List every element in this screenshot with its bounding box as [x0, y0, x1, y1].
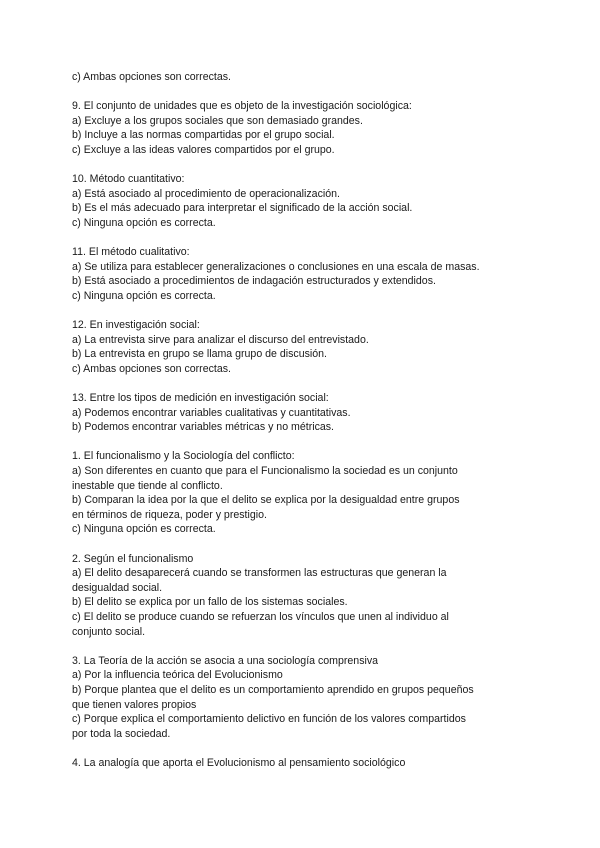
option-line: que tienen valores propios	[72, 698, 197, 711]
question-heading: 12. En investigación social:	[72, 319, 200, 332]
option-line: a) La entrevista sirve para analizar el discurso del entrevistado.	[72, 333, 369, 346]
option-line: c) El delito se produce cuando se refuerzan los vínculos que unen al individuo al	[72, 610, 449, 623]
option-line: a) Podemos encontrar variables cualitativas y cuantitativas.	[72, 406, 351, 419]
option-line: b) El delito se explica por un fallo de los sistemas sociales.	[72, 596, 348, 609]
option-line: b) Comparan la idea por la que el delito se explica por la desigualdad entre grupos	[72, 494, 460, 507]
option-line: a) Por la influencia teórica del Evolucionismo	[72, 669, 283, 682]
option-line: en términos de riqueza, poder y prestigio.	[72, 508, 267, 521]
option-line: por toda la sociedad.	[72, 727, 171, 740]
question-block-1	[72, 449, 532, 537]
question-block-11	[72, 245, 532, 303]
option-line: a) El delito desaparecerá cuando se transformen las estructuras que generan la	[72, 567, 447, 580]
question-heading: 2. Según el funcionalismo	[72, 552, 194, 565]
option-line: c) Ambas opciones son correctas.	[72, 362, 231, 375]
question-heading: 11. El método cualitativo:	[72, 246, 190, 259]
option-line: c) Excluye a las ideas valores compartidos por el grupo.	[72, 143, 335, 156]
option-line: a) Está asociado al procedimiento de operacionalización.	[72, 187, 340, 200]
option-line: c) Porque explica el comportamiento delictivo en función de los valores compartidos	[72, 713, 466, 726]
option-line: conjunto social.	[72, 625, 146, 638]
question-block-13	[72, 391, 532, 435]
option-line: b) La entrevista en grupo se llama grupo de discusión.	[72, 348, 327, 361]
question-heading: 4. La analogía que aporta el Evolucionismo al pensamiento sociológico	[72, 756, 406, 769]
question-heading: 13. Entre los tipos de medición en investigación social:	[72, 392, 329, 405]
option-line: c) Ninguna opción es correcta.	[72, 289, 216, 302]
option-line: desigualdad social.	[72, 581, 163, 594]
question-block-10	[72, 172, 532, 230]
question-block-4	[72, 756, 532, 771]
answer-block-previous	[72, 70, 532, 85]
option-line: b) Porque plantea que el delito es un comportamiento aprendido en grupos pequeños	[72, 683, 474, 696]
option-line: b) Es el más adecuado para interpretar el significado de la acción social.	[72, 202, 413, 215]
option-line: b) Está asociado a procedimientos de indagación estructurados y extendidos.	[72, 275, 436, 288]
option-line: c) Ambas opciones son correctas.	[72, 71, 231, 83]
question-heading: 1. El funcionalismo y la Sociología del conflicto:	[72, 450, 295, 463]
option-line: a) Son diferentes en cuanto que para el Funcionalismo la sociedad es un conjunto	[72, 465, 458, 478]
question-block-9	[72, 99, 532, 157]
option-line: a) Se utiliza para establecer generalizaciones o conclusiones en una escala de masas.	[72, 260, 480, 273]
question-heading: 10. Método cuantitativo:	[72, 173, 185, 186]
option-line: b) Podemos encontrar variables métricas y no métricas.	[72, 421, 335, 434]
question-block-12	[72, 318, 532, 376]
question-block-3	[72, 654, 532, 742]
question-heading: 9. El conjunto de unidades que es objeto de la investigación sociológica:	[72, 100, 412, 113]
question-heading: 3. La Teoría de la acción se asocia a una sociología comprensiva	[72, 654, 379, 667]
option-line: b) Incluye a las normas compartidas por el grupo social.	[72, 129, 335, 142]
option-line: c) Ninguna opción es correcta.	[72, 523, 216, 536]
option-line: inestable que tiende al conflicto.	[72, 479, 223, 492]
option-line: c) Ninguna opción es correcta.	[72, 216, 216, 229]
question-block-2	[72, 552, 532, 640]
document-body	[72, 70, 532, 785]
option-line: a) Excluye a los grupos sociales que son demasiado grandes.	[72, 114, 363, 127]
